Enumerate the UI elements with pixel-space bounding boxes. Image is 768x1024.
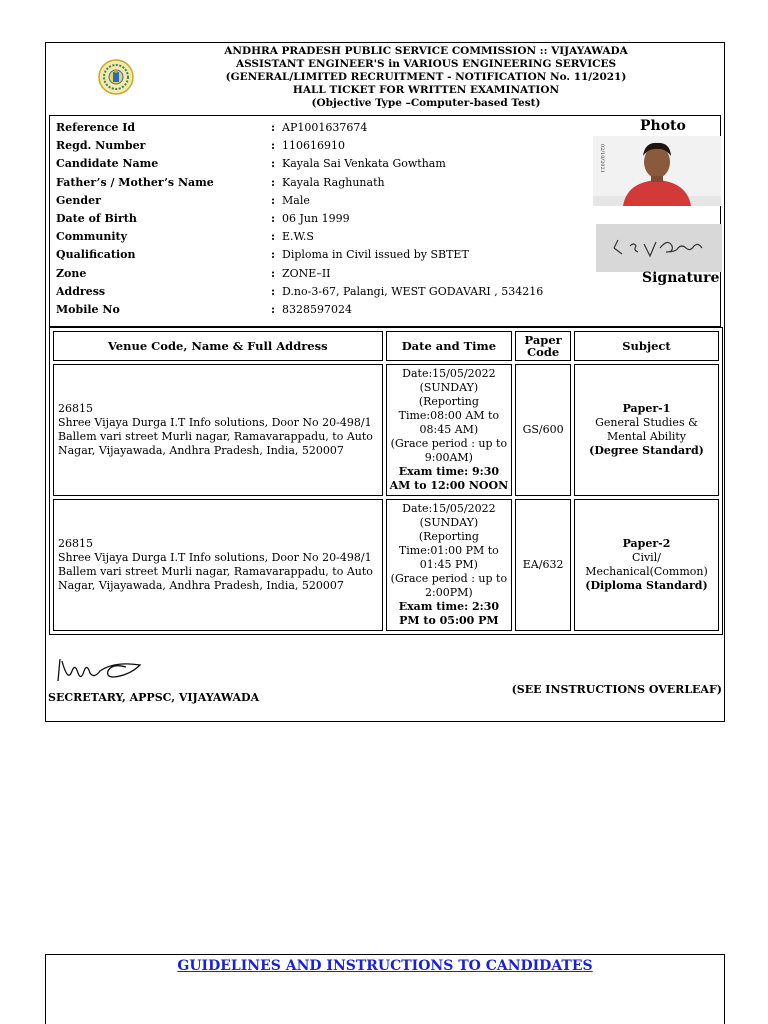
detail-value: Diploma in Civil issued by SBTET [282, 248, 469, 261]
detail-label: Mobile No [56, 303, 120, 316]
venue-code: 26815 [58, 537, 93, 550]
detail-label: Regd. Number [56, 139, 146, 152]
subject-name: General Studies & Mental Ability [595, 416, 698, 443]
detail-value: ZONE–II [282, 267, 331, 280]
reporting-time: (Reporting Time:01:00 PM to 01:45 PM) [398, 530, 499, 571]
detail-label: Date of Birth [56, 212, 137, 225]
detail-value: D.no-3-67, Palangi, WEST GODAVARI , 534216 [282, 285, 544, 298]
detail-value: 110616910 [282, 139, 345, 152]
guidelines-title: GUIDELINES AND INSTRUCTIONS TO CANDIDATES [177, 958, 593, 974]
detail-label: Candidate Name [56, 157, 159, 170]
guidelines-section [45, 954, 725, 1024]
svg-text:02/10/2021: 02/10/2021 [599, 144, 605, 173]
grace-period: (Grace period : up to 2:00PM) [390, 572, 508, 599]
detail-label: Qualification [56, 248, 136, 261]
paper-code-header: Paper Code [515, 331, 571, 361]
table-header-row [53, 331, 719, 361]
header-line-3: (GENERAL/LIMITED RECRUITMENT - NOTIFICATION No. 11/2021) [225, 71, 627, 83]
detail-label: Reference Id [56, 121, 136, 134]
paper-code-cell: EA/632 [515, 499, 571, 631]
venue-code: 26815 [58, 402, 93, 415]
header-line-1: ANDHRA PRADESH PUBLIC SERVICE COMMISSION :: VIJAYAWADA [224, 45, 628, 57]
photo-label: Photo [640, 118, 686, 134]
subject-cell [574, 364, 719, 496]
detail-colon: : [271, 303, 276, 316]
datetime-header: Date and Time [386, 331, 513, 361]
ticket-header [46, 43, 724, 115]
datetime-cell [386, 364, 513, 496]
paper-number: Paper-1 [622, 402, 671, 415]
see-instructions-note: (SEE INSTRUCTIONS OVERLEAF) [511, 683, 722, 696]
detail-value: 8328597024 [282, 303, 352, 316]
detail-colon: : [271, 194, 276, 207]
detail-label: Community [56, 230, 128, 243]
venue-header: Venue Code, Name & Full Address [53, 331, 383, 361]
secretary-title: SECRETARY, APPSC, VIJAYAWADA [48, 691, 260, 704]
subject-cell [574, 499, 719, 631]
grace-period: (Grace period : up to 9:00AM) [390, 437, 508, 464]
detail-value: Male [282, 194, 310, 207]
detail-colon: : [271, 121, 276, 134]
ap-emblem-icon [98, 59, 134, 95]
subject-header: Subject [574, 331, 719, 361]
detail-colon: : [271, 157, 276, 170]
exam-day: (SUNDAY) [419, 516, 479, 529]
secretary-signature [50, 651, 150, 691]
hall-ticket [45, 42, 725, 722]
venue-address: Shree Vijaya Durga I.T Info solutions, Door No 20-498/1 Ballem vari street Murli nagar, Ramavarappadu, to Auto Nagar, Vijayawada, Andhra Pradesh, India, 520007 [58, 551, 373, 592]
detail-value: E.W.S [282, 230, 314, 243]
candidate-photo [593, 136, 721, 206]
subject-name: Civil/ Mechanical(Common) [585, 551, 708, 578]
detail-colon: : [271, 248, 276, 261]
reporting-time: (Reporting Time:08:00 AM to 08:45 AM) [398, 395, 500, 436]
exam-time: Exam time: 9:30 AM to 12:00 NOON [389, 465, 509, 492]
venue-table [49, 327, 723, 635]
venue-cell [53, 499, 383, 631]
detail-colon: : [271, 212, 276, 225]
datetime-cell [386, 499, 513, 631]
detail-value: 06 Jun 1999 [282, 212, 350, 225]
header-line-5: (Objective Type –Computer-based Test) [311, 97, 541, 109]
detail-label: Zone [56, 267, 87, 280]
detail-label: Father’s / Mother’s Name [56, 176, 214, 189]
detail-colon: : [271, 285, 276, 298]
exam-day: (SUNDAY) [419, 381, 479, 394]
detail-value: AP1001637674 [282, 121, 368, 134]
detail-colon: : [271, 139, 276, 152]
detail-colon: : [271, 176, 276, 189]
subject-standard: (Degree Standard) [589, 444, 704, 457]
candidate-details [49, 115, 721, 327]
table-row [53, 499, 719, 631]
paper-code-cell: GS/600 [515, 364, 571, 496]
detail-value: Kayala Raghunath [282, 176, 385, 189]
detail-colon: : [271, 267, 276, 280]
table-row [53, 364, 719, 496]
header-line-4: HALL TICKET FOR WRITTEN EXAMINATION [292, 84, 560, 96]
venue-address: Shree Vijaya Durga I.T Info solutions, Door No 20-498/1 Ballem vari street Murli nagar, Ramavarappadu, to Auto Nagar, Vijayawada, Andhra Pradesh, India, 520007 [58, 416, 373, 457]
exam-time: Exam time: 2:30 PM to 05:00 PM [398, 600, 500, 627]
detail-label: Gender [56, 194, 101, 207]
exam-date: Date:15/05/2022 [402, 367, 496, 380]
paper-number: Paper-2 [622, 537, 671, 550]
detail-label: Address [56, 285, 106, 298]
candidate-signature [596, 224, 722, 272]
exam-date: Date:15/05/2022 [402, 502, 496, 515]
detail-colon: : [271, 230, 276, 243]
header-line-2: ASSISTANT ENGINEER'S in VARIOUS ENGINEERING SERVICES [235, 58, 617, 70]
venue-cell [53, 364, 383, 496]
signature-label: Signature [642, 270, 720, 286]
subject-standard: (Diploma Standard) [585, 579, 708, 592]
detail-value: Kayala Sai Venkata Gowtham [282, 157, 446, 170]
